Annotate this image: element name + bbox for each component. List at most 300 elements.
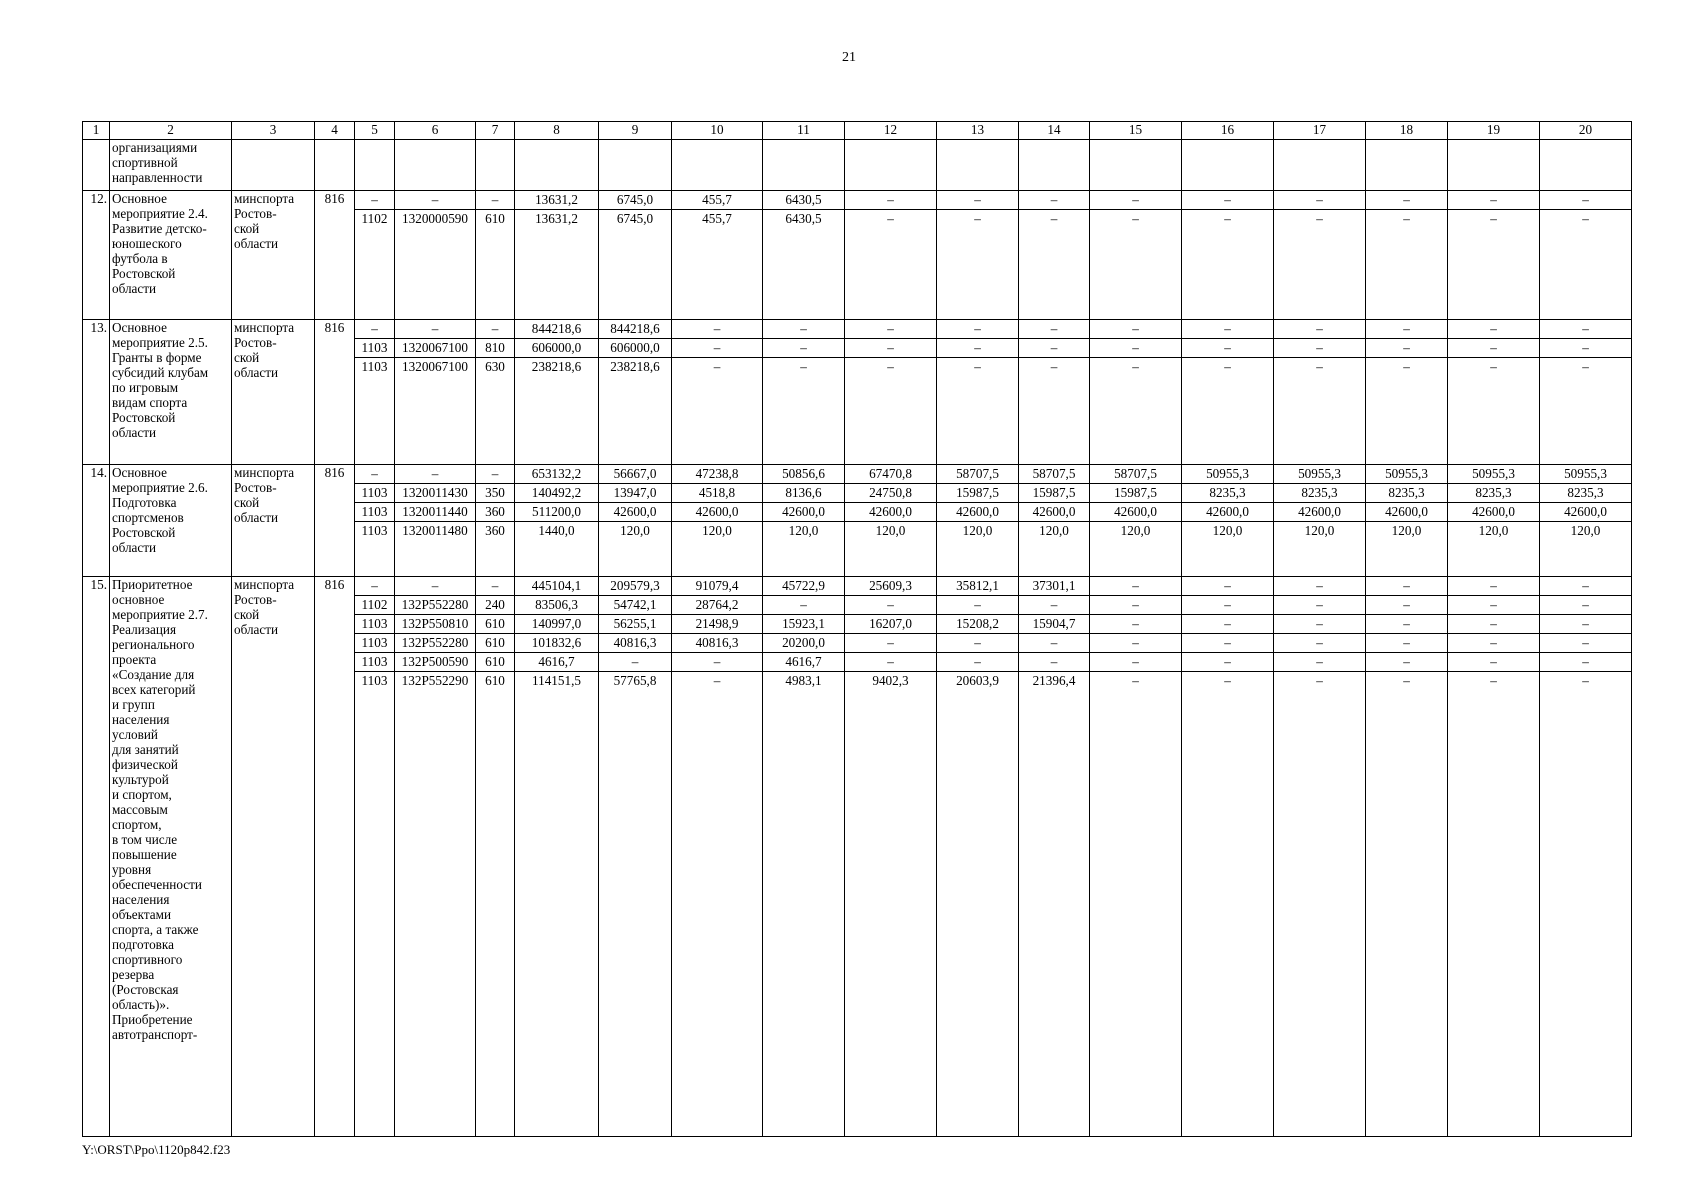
value-cell: –	[1448, 577, 1540, 596]
value-cell: –	[937, 339, 1019, 358]
value-cell: –	[763, 339, 845, 358]
value-cell: 24750,8	[845, 484, 937, 503]
value-cell: –	[937, 634, 1019, 653]
value-cell: 42600,0	[1540, 503, 1632, 522]
value-column-14	[1019, 320, 1090, 465]
value-cell: 57765,8	[613, 673, 657, 688]
empty-cell	[1366, 140, 1448, 191]
value-cell: –	[1366, 653, 1448, 672]
value-cell: 1102	[361, 211, 388, 226]
value-cell: –	[1050, 359, 1058, 374]
value-cell: 16207,0	[845, 615, 937, 634]
value-column-12	[845, 191, 937, 320]
value-column-10	[672, 191, 763, 320]
value-cell: –	[1540, 577, 1632, 596]
value-cell: –	[395, 465, 476, 484]
value-column-17	[1274, 465, 1366, 577]
value-cell: 42600,0	[1274, 503, 1366, 522]
value-cell: –	[1019, 339, 1090, 358]
value-cell: 606000,0	[515, 339, 599, 358]
value-column-20	[1540, 465, 1632, 577]
column-header: 18	[1366, 122, 1448, 140]
value-cell: 8235,3	[1540, 484, 1632, 503]
value-cell: 6745,0	[616, 211, 654, 226]
value-cell: 42600,0	[763, 503, 845, 522]
value-cell: 606000,0	[599, 339, 672, 358]
value-cell: 15904,7	[1019, 615, 1090, 634]
value-cell: 1103	[355, 615, 395, 634]
value-cell: –	[1019, 634, 1090, 653]
value-cell: –	[672, 320, 763, 339]
value-cell: –	[1182, 577, 1274, 596]
value-cell: –	[845, 320, 937, 339]
value-cell: 6430,5	[763, 191, 845, 210]
value-column-13	[937, 577, 1019, 1137]
value-cell: –	[1182, 596, 1274, 615]
value-column-15	[1090, 465, 1182, 577]
value-column-5	[355, 577, 395, 1137]
value-cell: –	[1090, 653, 1182, 672]
value-cell: –	[1182, 615, 1274, 634]
value-cell: 25609,3	[845, 577, 937, 596]
value-cell: –	[1448, 596, 1540, 615]
value-cell: 140997,0	[515, 615, 599, 634]
value-cell: –	[1182, 191, 1274, 210]
value-cell: 8235,3	[1448, 484, 1540, 503]
value-column-12	[845, 577, 937, 1137]
value-column-13	[937, 191, 1019, 320]
value-column-18	[1366, 191, 1448, 320]
value-cell: –	[1448, 320, 1540, 339]
value-cell: –	[974, 359, 981, 374]
value-cell: 42600,0	[1019, 503, 1090, 522]
value-cell: 42600,0	[1448, 503, 1540, 522]
value-cell: 120,0	[875, 523, 906, 538]
value-cell: –	[476, 191, 515, 210]
value-column-11	[763, 320, 845, 465]
column-header: 10	[672, 122, 763, 140]
column-header: 12	[845, 122, 937, 140]
value-cell: –	[1090, 577, 1182, 596]
value-cell: –	[672, 653, 763, 672]
empty-cell	[1019, 140, 1090, 191]
value-cell: –	[713, 673, 721, 688]
value-cell: 58707,5	[937, 465, 1019, 484]
row-number: 15.	[83, 577, 110, 1137]
value-cell: –	[1448, 653, 1540, 672]
value-cell: –	[1132, 211, 1139, 226]
value-cell: 35812,1	[937, 577, 1019, 596]
value-cell: –	[845, 596, 937, 615]
value-cell: 4616,7	[515, 653, 599, 672]
value-column-20	[1540, 577, 1632, 1137]
column-header: 3	[232, 122, 315, 140]
value-cell: –	[1490, 359, 1497, 374]
value-cell: 42600,0	[672, 503, 763, 522]
value-cell: –	[476, 465, 515, 484]
value-cell: 42600,0	[937, 503, 1019, 522]
column-header: 16	[1182, 122, 1274, 140]
value-cell: 1103	[355, 653, 395, 672]
value-cell: –	[800, 359, 807, 374]
value-cell: –	[1316, 673, 1323, 688]
value-cell: 1103	[361, 673, 388, 688]
row-number: 12.	[83, 191, 110, 320]
column-header: 1	[83, 122, 110, 140]
table-row	[83, 320, 1632, 465]
value-column-16	[1182, 320, 1274, 465]
value-cell: –	[1090, 596, 1182, 615]
value-cell: –	[1540, 615, 1632, 634]
value-column-18	[1366, 320, 1448, 465]
value-cell: 45722,9	[763, 577, 845, 596]
value-cell: 58707,5	[1090, 465, 1182, 484]
table-row	[83, 465, 1632, 577]
value-cell: 21396,4	[1032, 673, 1076, 688]
row-number: 13.	[83, 320, 110, 465]
value-cell: 1320000590	[402, 211, 468, 226]
executor: минспорта Ростов- ской области	[232, 577, 315, 1137]
empty-cell	[1182, 140, 1274, 191]
value-cell: 1103	[361, 523, 388, 538]
value-column-5	[355, 191, 395, 320]
column-header: 15	[1090, 122, 1182, 140]
file-path-footer: Y:\ORST\Ppo\1120p842.f23	[82, 1142, 231, 1157]
column-header: 13	[937, 122, 1019, 140]
continuation-row	[83, 140, 1632, 191]
value-cell: 1103	[355, 503, 395, 522]
value-cell: 240	[476, 596, 515, 615]
value-cell: –	[1366, 191, 1448, 210]
page-number: 21	[842, 50, 856, 65]
empty-cell	[515, 140, 599, 191]
value-cell: 132P552280	[395, 634, 476, 653]
empty-cell	[845, 140, 937, 191]
value-cell: 4983,1	[785, 673, 822, 688]
value-cell: 114151,5	[532, 673, 581, 688]
value-column-17	[1274, 577, 1366, 1137]
value-cell: 610	[485, 211, 505, 226]
value-cell: 8235,3	[1366, 484, 1448, 503]
value-cell: 83506,3	[515, 596, 599, 615]
value-cell: 15987,5	[1019, 484, 1090, 503]
value-cell: 8136,6	[763, 484, 845, 503]
value-cell: 50955,3	[1274, 465, 1366, 484]
value-cell: –	[887, 359, 894, 374]
value-cell: –	[1274, 191, 1366, 210]
value-cell: 120,0	[1039, 523, 1069, 538]
value-cell: 132P552280	[395, 596, 476, 615]
measure-name: Основное мероприятие 2.5. Гранты в форме субсидий клубам по игровым видам спорта Ростовской области	[110, 320, 232, 465]
value-cell: –	[672, 339, 763, 358]
grbs-code: 816	[315, 320, 355, 465]
value-column-10	[672, 577, 763, 1137]
row-number: 14.	[83, 465, 110, 577]
value-cell: –	[1448, 634, 1540, 653]
value-cell: 4518,8	[672, 484, 763, 503]
value-cell: 120,0	[1212, 523, 1243, 538]
value-cell: 120,0	[1478, 523, 1509, 538]
value-column-6	[395, 191, 476, 320]
value-cell: –	[1366, 577, 1448, 596]
value-column-18	[1366, 465, 1448, 577]
value-cell: –	[355, 577, 395, 596]
value-cell: –	[1403, 211, 1410, 226]
value-column-19	[1448, 465, 1540, 577]
value-cell: 445104,1	[515, 577, 599, 596]
value-column-9	[599, 577, 672, 1137]
value-column-6	[395, 320, 476, 465]
value-column-19	[1448, 577, 1540, 1137]
empty-cell	[937, 140, 1019, 191]
value-cell: 511200,0	[515, 503, 599, 522]
value-cell: 50955,3	[1448, 465, 1540, 484]
value-cell: –	[713, 359, 721, 374]
value-cell: 42600,0	[599, 503, 672, 522]
column-header: 5	[355, 122, 395, 140]
column-header: 6	[395, 122, 476, 140]
value-cell: 40816,3	[599, 634, 672, 653]
value-cell: –	[1182, 653, 1274, 672]
value-column-6	[395, 577, 476, 1137]
value-cell: 28764,2	[672, 596, 763, 615]
empty-cell	[355, 140, 395, 191]
value-cell: 20603,9	[956, 673, 999, 688]
value-cell: –	[1019, 191, 1090, 210]
column-header: 17	[1274, 122, 1366, 140]
value-cell: 15987,5	[1090, 484, 1182, 503]
value-cell: 1320067100	[402, 359, 468, 374]
value-column-13	[937, 465, 1019, 577]
empty-cell	[599, 140, 672, 191]
budget-table	[82, 121, 1632, 1137]
value-column-8	[515, 320, 599, 465]
value-cell: 120,0	[702, 523, 732, 538]
value-column-9	[599, 191, 672, 320]
value-column-19	[1448, 320, 1540, 465]
value-cell: –	[1366, 320, 1448, 339]
measure-name-cell: организациями спортивной направленности	[110, 140, 232, 191]
value-cell: 455,7	[702, 211, 732, 226]
value-column-17	[1274, 191, 1366, 320]
value-cell: 140492,2	[515, 484, 599, 503]
value-cell: 15987,5	[937, 484, 1019, 503]
value-column-9	[599, 320, 672, 465]
value-cell: –	[1448, 191, 1540, 210]
value-cell: –	[1019, 653, 1090, 672]
column-header: 11	[763, 122, 845, 140]
value-cell: 810	[476, 339, 515, 358]
value-cell: 101832,6	[515, 634, 599, 653]
value-cell: –	[1403, 673, 1410, 688]
value-cell: –	[974, 211, 981, 226]
value-cell: 120,0	[1120, 523, 1151, 538]
value-column-20	[1540, 320, 1632, 465]
value-column-19	[1448, 191, 1540, 320]
measure-name: Основное мероприятие 2.6. Подготовка спортсменов Ростовской области	[110, 465, 232, 577]
value-cell: –	[1274, 577, 1366, 596]
value-cell: 360	[485, 523, 505, 538]
value-column-12	[845, 320, 937, 465]
value-column-11	[763, 465, 845, 577]
grbs-code: 816	[315, 191, 355, 320]
value-cell: 120,0	[620, 523, 650, 538]
value-cell: 8235,3	[1182, 484, 1274, 503]
value-cell: –	[1366, 615, 1448, 634]
value-column-16	[1182, 191, 1274, 320]
value-cell: 1103	[355, 484, 395, 503]
value-cell: –	[395, 577, 476, 596]
value-cell: 350	[476, 484, 515, 503]
value-cell: 13631,2	[535, 211, 578, 226]
value-cell: 42600,0	[1090, 503, 1182, 522]
column-header: 8	[515, 122, 599, 140]
value-column-11	[763, 191, 845, 320]
table-row	[83, 577, 1632, 1137]
value-cell: –	[1366, 596, 1448, 615]
value-cell: 1103	[361, 359, 388, 374]
value-column-14	[1019, 577, 1090, 1137]
value-cell: 56667,0	[599, 465, 672, 484]
value-cell: 1320067100	[395, 339, 476, 358]
value-cell: –	[1132, 673, 1139, 688]
value-column-17	[1274, 320, 1366, 465]
value-cell: 58707,5	[1019, 465, 1090, 484]
value-cell: 610	[476, 634, 515, 653]
value-cell: –	[1540, 339, 1632, 358]
executor: минспорта Ростов- ской области	[232, 465, 315, 577]
value-cell: –	[1224, 211, 1231, 226]
value-cell: –	[1448, 615, 1540, 634]
value-cell: –	[1274, 653, 1366, 672]
value-cell: 50955,3	[1540, 465, 1632, 484]
value-cell: 1103	[355, 339, 395, 358]
value-cell: –	[1182, 634, 1274, 653]
value-cell: 209579,3	[599, 577, 672, 596]
value-column-15	[1090, 191, 1182, 320]
value-cell: 50955,3	[1182, 465, 1274, 484]
value-cell: –	[1366, 634, 1448, 653]
value-cell: –	[1540, 596, 1632, 615]
value-cell: –	[845, 653, 937, 672]
value-cell: 455,7	[672, 191, 763, 210]
value-column-8	[515, 465, 599, 577]
value-cell: –	[845, 339, 937, 358]
value-cell: –	[1224, 359, 1231, 374]
value-cell: –	[1274, 320, 1366, 339]
value-cell: 120,0	[1391, 523, 1422, 538]
value-cell: –	[1403, 359, 1410, 374]
value-cell: –	[1274, 634, 1366, 653]
value-cell: 50955,3	[1366, 465, 1448, 484]
measure-name: Приоритетное основное мероприятие 2.7. Реализация регионального проекта «Создание для всех категорий и групп населения условий для занятий физической культурой и спортом, массовым спортом, в том числе повышение уровня обеспеченности населения объектами спорта, а также подготовка спортивного резерва (Ростовская область)». Приобретение автотранспорт-	[110, 577, 232, 1137]
column-header: 20	[1540, 122, 1632, 140]
value-cell: –	[1316, 211, 1323, 226]
value-cell: 653132,2	[515, 465, 599, 484]
value-cell: –	[937, 653, 1019, 672]
value-cell: 42600,0	[1182, 503, 1274, 522]
value-cell: 1102	[355, 596, 395, 615]
value-cell: 132P552290	[401, 673, 469, 688]
value-cell: 54742,1	[599, 596, 672, 615]
value-cell: 13947,0	[599, 484, 672, 503]
value-column-15	[1090, 577, 1182, 1137]
value-cell: 238218,6	[531, 359, 582, 374]
measure-name: Основное мероприятие 2.4. Развитие детско- юношеского футбола в Ростовской области	[110, 191, 232, 320]
value-cell: –	[599, 653, 672, 672]
value-cell: 610	[476, 615, 515, 634]
value-cell: –	[1540, 320, 1632, 339]
value-cell: 1103	[355, 634, 395, 653]
value-cell: –	[1582, 359, 1589, 374]
empty-cell	[232, 140, 315, 191]
value-column-5	[355, 465, 395, 577]
value-cell: –	[1182, 339, 1274, 358]
value-cell: 132P550810	[395, 615, 476, 634]
value-cell: –	[1540, 653, 1632, 672]
value-cell: –	[1090, 191, 1182, 210]
value-cell: 9402,3	[872, 673, 909, 688]
value-cell: 8235,3	[1274, 484, 1366, 503]
value-cell: 42600,0	[1366, 503, 1448, 522]
value-cell: 844218,6	[599, 320, 672, 339]
value-cell: 47238,8	[672, 465, 763, 484]
value-column-5	[355, 320, 395, 465]
value-cell: –	[1224, 673, 1231, 688]
value-cell: –	[1540, 191, 1632, 210]
table-row	[83, 191, 1632, 320]
value-column-12	[845, 465, 937, 577]
empty-cell	[83, 140, 110, 191]
value-column-6	[395, 465, 476, 577]
executor: минспорта Ростов- ской области	[232, 320, 315, 465]
value-column-13	[937, 320, 1019, 465]
empty-cell	[672, 140, 763, 191]
value-column-15	[1090, 320, 1182, 465]
column-header: 19	[1448, 122, 1540, 140]
value-cell: –	[937, 596, 1019, 615]
value-cell: –	[1490, 673, 1497, 688]
value-column-7	[476, 320, 515, 465]
value-cell: 610	[476, 653, 515, 672]
value-cell: 132P500590	[395, 653, 476, 672]
value-cell: –	[1274, 615, 1366, 634]
value-cell: 37301,1	[1019, 577, 1090, 596]
value-column-18	[1366, 577, 1448, 1137]
value-cell: –	[1582, 211, 1589, 226]
value-cell: 50856,6	[763, 465, 845, 484]
empty-cell	[1274, 140, 1366, 191]
value-cell: –	[845, 191, 937, 210]
value-cell: –	[1090, 339, 1182, 358]
value-column-8	[515, 191, 599, 320]
value-cell: 13631,2	[515, 191, 599, 210]
value-cell: 21498,9	[672, 615, 763, 634]
value-cell: –	[1132, 359, 1139, 374]
value-cell: 610	[485, 673, 505, 688]
value-cell: –	[395, 191, 476, 210]
value-cell: 67470,8	[845, 465, 937, 484]
value-cell: 1320011480	[402, 523, 468, 538]
value-column-20	[1540, 191, 1632, 320]
value-cell: 1320011440	[395, 503, 476, 522]
column-header: 2	[110, 122, 232, 140]
value-column-7	[476, 191, 515, 320]
executor: минспорта Ростов- ской области	[232, 191, 315, 320]
value-column-8	[515, 577, 599, 1137]
value-cell: 42600,0	[845, 503, 937, 522]
grbs-code: 816	[315, 465, 355, 577]
